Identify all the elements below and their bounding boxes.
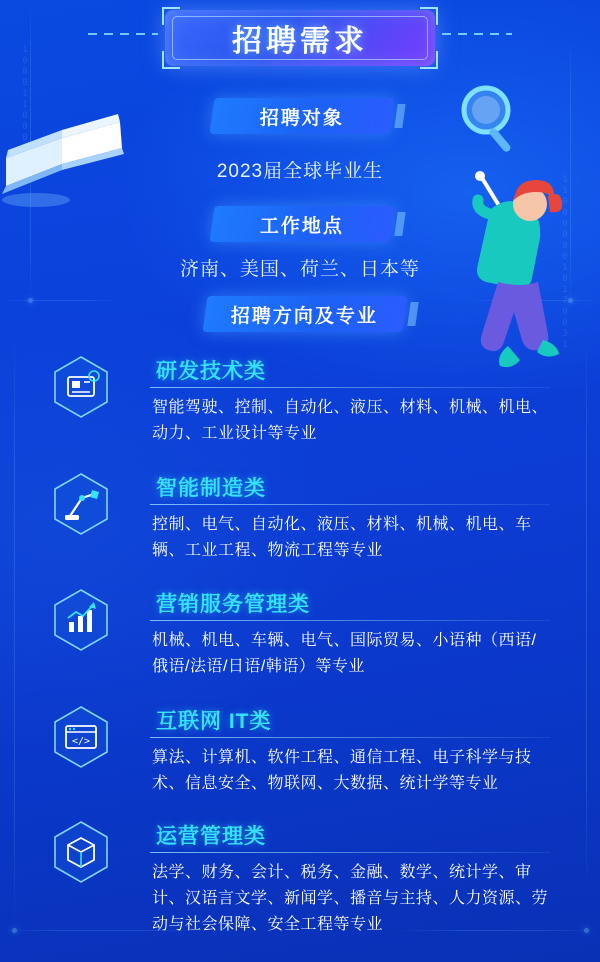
cube-box-icon bbox=[52, 820, 110, 884]
category-manufacturing-title: 智能制造类 bbox=[156, 477, 266, 500]
section-value-target: 2023届全球毕业生 bbox=[216, 161, 384, 182]
binary-right: 1100000010170031 bbox=[560, 175, 570, 351]
bar-chart-icon bbox=[52, 588, 110, 652]
section-heading-location bbox=[209, 206, 394, 242]
section-heading-majors bbox=[202, 296, 407, 332]
id-card-icon bbox=[52, 355, 110, 419]
section-heading-location-label: 工作地点 bbox=[259, 215, 344, 237]
category-operations-title: 运营管理类 bbox=[156, 825, 266, 848]
robot-arm-icon bbox=[52, 472, 110, 536]
person-illustration bbox=[438, 170, 588, 400]
category-marketing-rule bbox=[150, 620, 550, 621]
section-heading-majors-label: 招聘方向及专业 bbox=[231, 305, 379, 327]
category-manufacturing-desc: 控制、电气、自动化、液压、材料、机械、机电、车辆、工业工程、物流工程等专业 bbox=[152, 516, 532, 559]
section-heading-target bbox=[209, 98, 394, 134]
category-rd-rule bbox=[150, 387, 550, 388]
binary-left: 1000110001101 bbox=[20, 45, 30, 188]
poster-title bbox=[165, 10, 435, 66]
section-value-location: 济南、美国、荷兰、日本等 bbox=[179, 259, 420, 280]
section-heading-target-label: 招聘对象 bbox=[259, 107, 344, 129]
svg-text:</>: </> bbox=[71, 736, 91, 747]
poster-title-text: 招聘需求 bbox=[232, 25, 368, 58]
title-dash-right bbox=[442, 33, 512, 35]
magnifier-icon bbox=[452, 82, 524, 158]
category-marketing-desc: 机械、机电、车辆、电气、国际贸易、小语种（西语/俄语/法语/日语/韩语）等专业 bbox=[152, 632, 537, 675]
category-it-title: 互联网 IT类 bbox=[156, 710, 272, 733]
category-operations-rule bbox=[150, 852, 550, 853]
category-it-desc: 算法、计算机、软件工程、通信工程、电子科学与技术、信息安全、物联网、大数据、统计学等专业 bbox=[152, 749, 532, 792]
title-dash-left bbox=[88, 33, 158, 35]
code-window-icon bbox=[52, 705, 110, 769]
category-it-rule bbox=[150, 737, 550, 738]
category-rd-desc: 智能驾驶、控制、自动化、液压、材料、机械、机电、动力、工业设计等专业 bbox=[152, 399, 549, 442]
category-marketing-title: 营销服务管理类 bbox=[156, 593, 310, 616]
category-rd-title: 研发技术类 bbox=[156, 360, 266, 383]
category-manufacturing-rule bbox=[150, 504, 550, 505]
category-operations-desc: 法学、财务、会计、税务、金融、数学、统计学、审计、汉语言文学、新闻学、播音与主持、人力资源、劳动与社会保障、安全工程等专业 bbox=[152, 864, 549, 933]
